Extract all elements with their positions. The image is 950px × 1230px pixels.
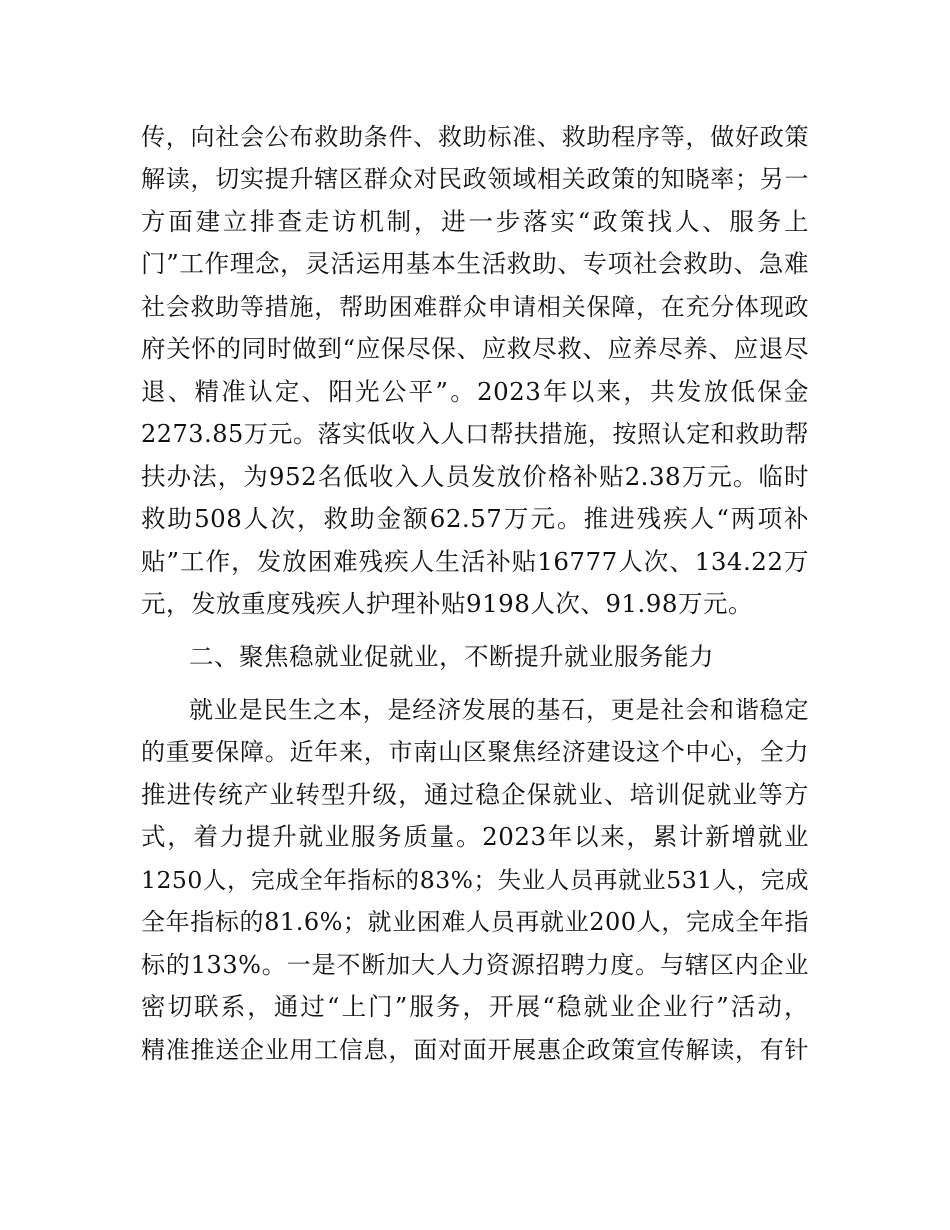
text-line: 元，发放重度残疾人护理补贴9198人次、91.98万元。 [141,589,753,618]
text-line: 精准推送企业用工信息，面对面开展惠企政策宣传解读，有针 [141,1036,809,1064]
text-line: 标的133%。一是不断加大人力资源招聘力度。与辖区内企业 [141,951,809,979]
text-line: 传，向社会公布救助条件、救助标准、救助程序等，做好政策 [141,123,809,151]
text-line: 退、精准认定、阳光公平”。2023年以来，共发放低保金 [141,377,809,406]
text-line: 的重要保障。近年来，市南山区聚焦经济建设这个中心，全力 [141,738,809,766]
text-line: 2273.85万元。落实低收入人口帮扶措施，按照认定和救助帮 [141,420,809,448]
text-line: 推进传统产业转型升级，通过稳企保就业、培训促就业等方 [141,780,809,809]
text-line: 解读，切实提升辖区群众对民政领域相关政策的知晓率；另一 [141,165,809,193]
text-line: 扶办法，为952名低收入人员发放价格补贴2.38万元。临时 [141,462,809,491]
text-line: 就业是民生之本，是经济发展的基石，更是社会和谐稳定 [189,696,809,724]
text-line: 全年指标的81.6%；就业困难人员再就业200人，完成全年指 [141,908,809,936]
text-line: 社会救助等措施，帮助困难群众申请相关保障，在充分体现政 [141,293,809,321]
text-line: 救助508人次，救助金额62.57万元。推进残疾人“两项补 [141,504,809,533]
text-line: 府关怀的同时做到“应保尽保、应救尽救、应养尽养、应退尽 [141,334,809,363]
text-line: 方面建立排查走访机制，进一步落实“政策找人、服务上 [141,207,809,236]
text-line: 门”工作理念，灵活运用基本生活救助、专项社会救助、急难 [141,249,809,278]
text-line: 1250人，完成全年指标的83%；失业人员再就业531人，完成 [141,866,809,894]
section-heading: 二、聚焦稳就业促就业，不断提升就业服务能力 [189,642,714,671]
text-line: 贴”工作，发放困难残疾人生活补贴16777人次、134.22万 [141,547,809,576]
text-line: 式，着力提升就业服务质量。2023年以来，累计新增就业 [141,822,809,851]
text-line: 密切联系，通过“上门”服务，开展“稳就业企业行”活动， [141,992,809,1021]
